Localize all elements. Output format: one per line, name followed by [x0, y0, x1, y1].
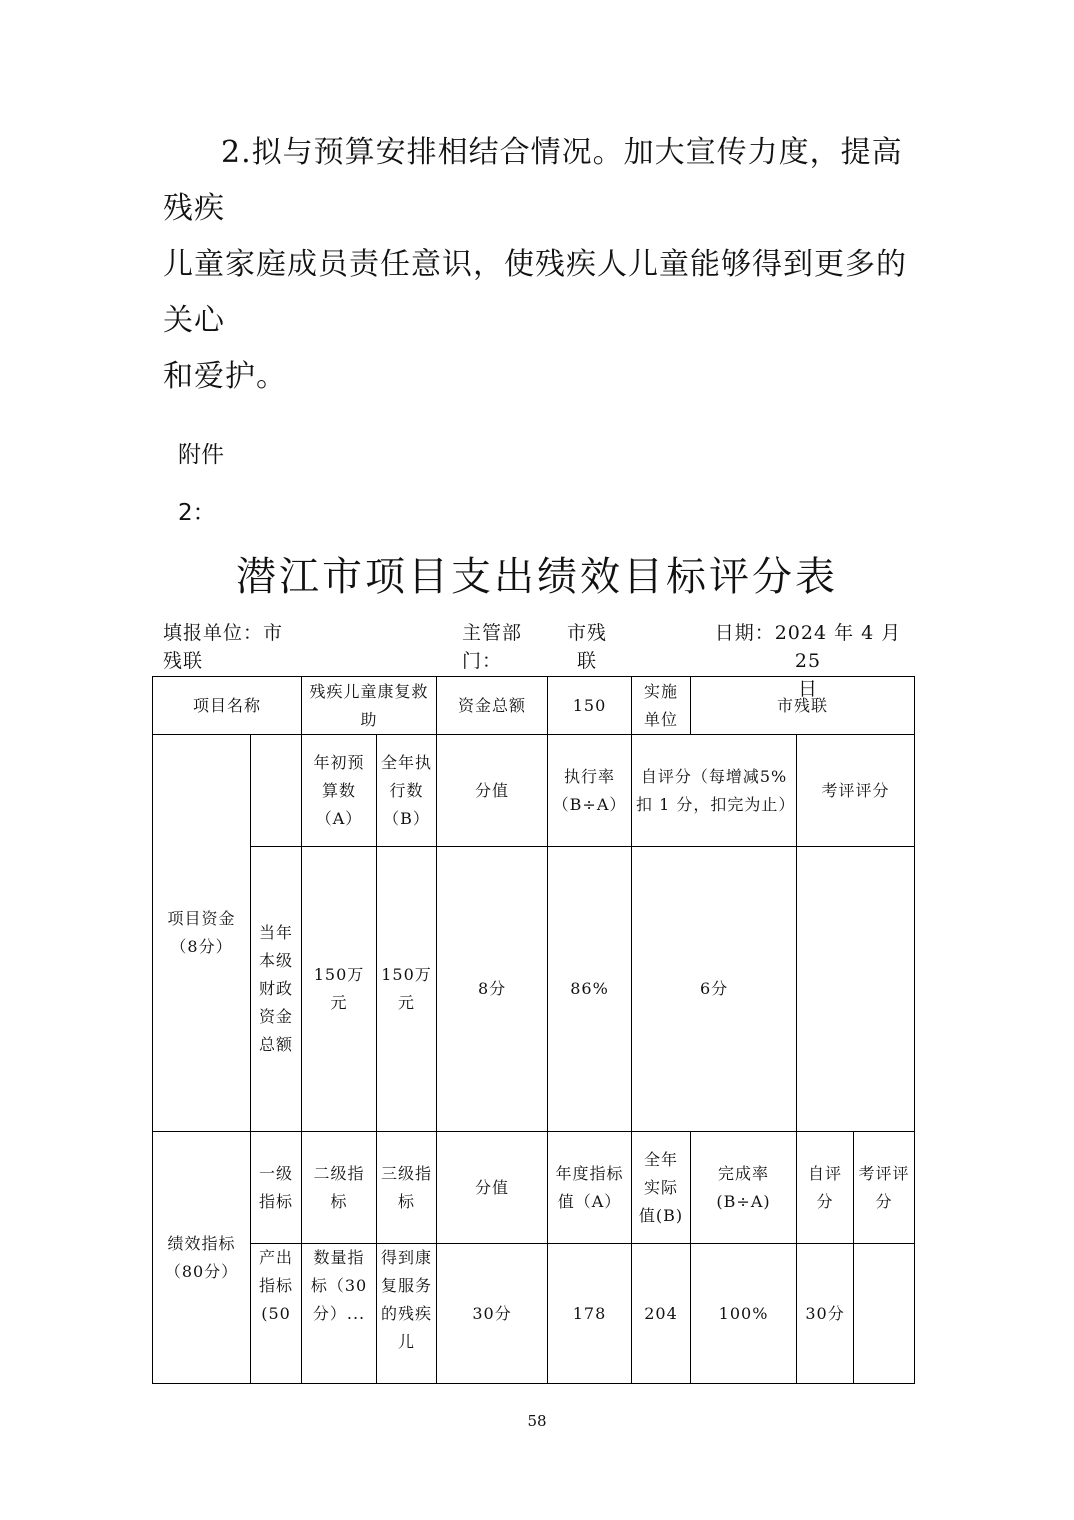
level1-value: 产出指标(50 [251, 1244, 302, 1384]
score-table [152, 676, 915, 1384]
perf-section-label: 绩效指标（80分） [153, 1132, 251, 1384]
impl-unit: 市残联 [691, 677, 915, 735]
perf-review-score-header: 考评评分 [854, 1132, 915, 1244]
supervising-dept-label: 主管部 门： [462, 622, 523, 672]
paragraph-line: 和爱护。 [163, 359, 287, 394]
level3-value: 得到康复服务的残疾儿 [377, 1244, 437, 1384]
actual-value: 204 [632, 1244, 691, 1384]
table-row [153, 735, 915, 847]
fund-section-label: 项目资金（8分） [153, 735, 251, 1132]
perf-score-header: 分值 [437, 1132, 548, 1244]
table-row [153, 847, 915, 1132]
annual-target-header: 年度指标值（A） [548, 1132, 632, 1244]
self-score-header: 自评分（每增减5%扣 1 分，扣完为止） [632, 735, 797, 847]
level3-header: 三级指标 [377, 1132, 437, 1244]
fund-category: 当年本级财政资金总额 [251, 847, 302, 1132]
report-date: 日期：2024 年 4 月 25 日 [714, 622, 902, 700]
table-row [153, 1244, 915, 1384]
empty-cell [251, 735, 302, 847]
perf-score-value: 30分 [437, 1244, 548, 1384]
project-name-label: 项目名称 [153, 677, 302, 735]
perf-self-score-value: 30分 [797, 1244, 854, 1384]
fund-total-label: 资金总额 [437, 677, 548, 735]
page-number: 58 [527, 1412, 547, 1430]
budget-value: 150万元 [302, 847, 377, 1132]
perf-self-score-header: 自评分 [797, 1132, 854, 1244]
table-row [153, 677, 915, 735]
supervising-dept-value: 市残 联 [567, 622, 608, 672]
score-header: 分值 [437, 735, 548, 847]
paragraph-line: 2.拟与预算安排相结合情况。加大宣传力度，提高残疾 [163, 135, 903, 226]
body-paragraph [163, 125, 923, 405]
table-row [153, 1132, 915, 1244]
perf-review-score-value [854, 1244, 915, 1384]
annual-target-value: 178 [548, 1244, 632, 1384]
score-value: 8分 [437, 847, 548, 1132]
attachment-label: 附件 [178, 442, 224, 468]
executed-value: 150万元 [377, 847, 437, 1132]
reporting-unit: 填报单位：市 残联 [163, 622, 284, 672]
review-score-value [797, 847, 915, 1132]
exec-rate-header: 执行率（B÷A） [548, 735, 632, 847]
project-name: 残疾儿童康复救助 [302, 677, 437, 735]
review-score-header: 考评评分 [797, 735, 915, 847]
self-score-value: 6分 [632, 847, 797, 1132]
completion-rate-header: 完成率(B÷A) [691, 1132, 797, 1244]
impl-unit-label: 实施单位 [632, 677, 691, 735]
form-title: 潜江市项目支出绩效目标评分表 [236, 554, 838, 600]
level2-value: 数量指标（30分）... [302, 1244, 377, 1384]
completion-rate-value: 100% [691, 1244, 797, 1384]
fund-total: 150 [548, 677, 632, 735]
exec-rate-value: 86% [548, 847, 632, 1132]
paragraph-line: 儿童家庭成员责任意识，使残疾人儿童能够得到更多的关心 [163, 247, 907, 338]
executed-header: 全年执行数（B） [377, 735, 437, 847]
level2-header: 二级指标 [302, 1132, 377, 1244]
budget-header: 年初预算数（A） [302, 735, 377, 847]
attachment-number: 2： [178, 500, 216, 526]
level1-header: 一级指标 [251, 1132, 302, 1244]
actual-header: 全年实际值(B) [632, 1132, 691, 1244]
